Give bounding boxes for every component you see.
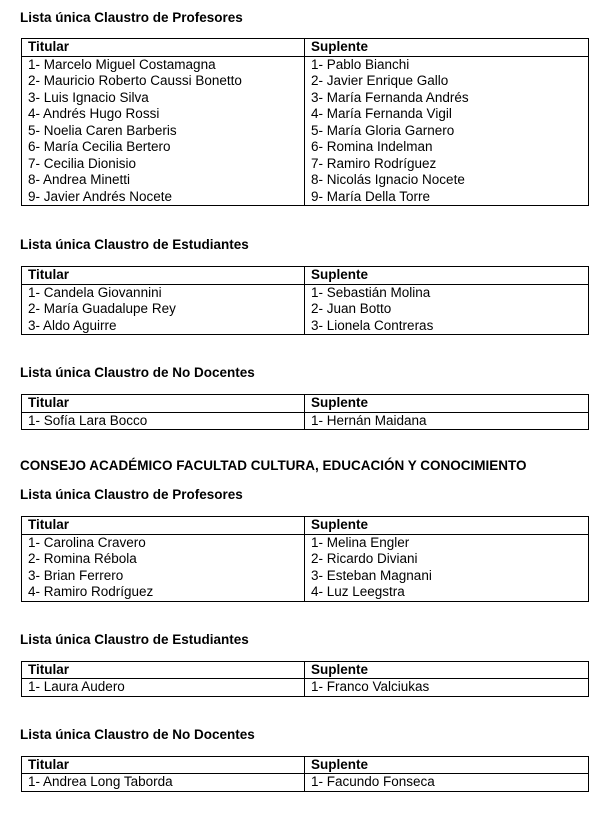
table-row bbox=[22, 301, 589, 318]
table-row bbox=[22, 679, 589, 697]
cell-suplente: 4- Luz Leegstra bbox=[305, 584, 589, 601]
document-page bbox=[20, 10, 592, 792]
section-heading-no-docentes: Lista única Claustro de No Docentes bbox=[20, 365, 255, 380]
column-header-suplente: Suplente bbox=[305, 756, 589, 774]
cell-titular: 5- Noelia Caren Barberis bbox=[22, 123, 305, 140]
cell-titular: 1- Carolina Cravero bbox=[22, 534, 305, 551]
cell-suplente: 4- María Fernanda Vigil bbox=[305, 106, 589, 123]
cell-titular: 1- Sofía Lara Bocco bbox=[22, 412, 305, 430]
table-header-row bbox=[22, 267, 589, 285]
column-header-titular: Titular bbox=[22, 517, 305, 535]
cell-suplente: 1- Melina Engler bbox=[305, 534, 589, 551]
cell-titular: 3- Brian Ferrero bbox=[22, 568, 305, 585]
table-body bbox=[22, 679, 589, 697]
cell-titular: 1- Candela Giovannini bbox=[22, 284, 305, 301]
column-header-titular: Titular bbox=[22, 267, 305, 285]
table-row bbox=[22, 284, 589, 301]
table-row bbox=[22, 56, 589, 73]
table-header-row bbox=[22, 517, 589, 535]
cell-suplente: 3- María Fernanda Andrés bbox=[305, 90, 589, 107]
table-body bbox=[22, 56, 589, 206]
council-heading: CONSEJO ACADÉMICO FACULTAD CULTURA, EDUCACIÓN Y CONOCIMIENTO bbox=[20, 458, 527, 473]
cell-suplente: 8- Nicolás Ignacio Nocete bbox=[305, 172, 589, 189]
cell-suplente: 2- Ricardo Diviani bbox=[305, 551, 589, 568]
cell-suplente: 6- Romina Indelman bbox=[305, 139, 589, 156]
cell-titular: 3- Aldo Aguirre bbox=[22, 318, 305, 335]
column-header-titular: Titular bbox=[22, 756, 305, 774]
table-body bbox=[22, 774, 589, 792]
cell-suplente: 1- Facundo Fonseca bbox=[305, 774, 589, 792]
table-row bbox=[22, 568, 589, 585]
cell-suplente: 2- Javier Enrique Gallo bbox=[305, 73, 589, 90]
cell-suplente: 2- Juan Botto bbox=[305, 301, 589, 318]
cell-titular: 2- Mauricio Roberto Caussi Bonetto bbox=[22, 73, 305, 90]
table-row bbox=[22, 123, 589, 140]
cell-titular: 9- Javier Andrés Nocete bbox=[22, 189, 305, 206]
section-heading-profesores: Lista única Claustro de Profesores bbox=[20, 10, 243, 25]
column-header-suplente: Suplente bbox=[305, 39, 589, 57]
table-estudiantes bbox=[21, 266, 589, 335]
table-no-docentes bbox=[21, 756, 589, 792]
cell-titular: 1- Marcelo Miguel Costamagna bbox=[22, 56, 305, 73]
cell-titular: 1- Laura Audero bbox=[22, 679, 305, 697]
cell-titular: 8- Andrea Minetti bbox=[22, 172, 305, 189]
table-row bbox=[22, 189, 589, 206]
cell-titular: 4- Ramiro Rodríguez bbox=[22, 584, 305, 601]
table-estudiantes bbox=[21, 661, 589, 697]
column-header-titular: Titular bbox=[22, 395, 305, 413]
table-row bbox=[22, 412, 589, 430]
column-header-titular: Titular bbox=[22, 661, 305, 679]
table-row bbox=[22, 90, 589, 107]
column-header-suplente: Suplente bbox=[305, 395, 589, 413]
cell-suplente: 5- María Gloria Garnero bbox=[305, 123, 589, 140]
cell-titular: 1- Andrea Long Taborda bbox=[22, 774, 305, 792]
table-row bbox=[22, 73, 589, 90]
table-no-docentes bbox=[21, 394, 589, 430]
section-heading-estudiantes: Lista única Claustro de Estudiantes bbox=[20, 237, 249, 252]
cell-suplente: 3- Esteban Magnani bbox=[305, 568, 589, 585]
column-header-suplente: Suplente bbox=[305, 517, 589, 535]
table-header-row bbox=[22, 395, 589, 413]
cell-titular: 2- María Guadalupe Rey bbox=[22, 301, 305, 318]
cell-suplente: 1- Hernán Maidana bbox=[305, 412, 589, 430]
table-header-row bbox=[22, 661, 589, 679]
column-header-suplente: Suplente bbox=[305, 267, 589, 285]
table-profesores bbox=[21, 38, 589, 206]
table-profesores bbox=[21, 516, 589, 602]
table-row bbox=[22, 318, 589, 335]
table-body bbox=[22, 284, 589, 335]
table-body bbox=[22, 412, 589, 430]
table-header-row bbox=[22, 756, 589, 774]
cell-suplente: 7- Ramiro Rodríguez bbox=[305, 156, 589, 173]
cell-titular: 4- Andrés Hugo Rossi bbox=[22, 106, 305, 123]
cell-suplente: 1- Sebastián Molina bbox=[305, 284, 589, 301]
cell-suplente: 1- Pablo Bianchi bbox=[305, 56, 589, 73]
cell-titular: 7- Cecilia Dionisio bbox=[22, 156, 305, 173]
table-row bbox=[22, 172, 589, 189]
section-heading-no-docentes: Lista única Claustro de No Docentes bbox=[20, 726, 255, 742]
cell-titular: 6- María Cecilia Bertero bbox=[22, 139, 305, 156]
table-row bbox=[22, 156, 589, 173]
table-row bbox=[22, 584, 589, 601]
table-row bbox=[22, 534, 589, 551]
section-heading-profesores: Lista única Claustro de Profesores bbox=[20, 487, 243, 502]
cell-titular: 3- Luis Ignacio Silva bbox=[22, 90, 305, 107]
section-heading-estudiantes: Lista única Claustro de Estudiantes bbox=[20, 631, 249, 647]
table-row bbox=[22, 774, 589, 792]
column-header-titular: Titular bbox=[22, 39, 305, 57]
cell-suplente: 3- Lionela Contreras bbox=[305, 318, 589, 335]
column-header-suplente: Suplente bbox=[305, 661, 589, 679]
table-row bbox=[22, 139, 589, 156]
table-row bbox=[22, 551, 589, 568]
cell-suplente: 9- María Della Torre bbox=[305, 189, 589, 206]
cell-titular: 2- Romina Rébola bbox=[22, 551, 305, 568]
table-header-row bbox=[22, 39, 589, 57]
table-row bbox=[22, 106, 589, 123]
cell-suplente: 1- Franco Valciukas bbox=[305, 679, 589, 697]
table-body bbox=[22, 534, 589, 601]
